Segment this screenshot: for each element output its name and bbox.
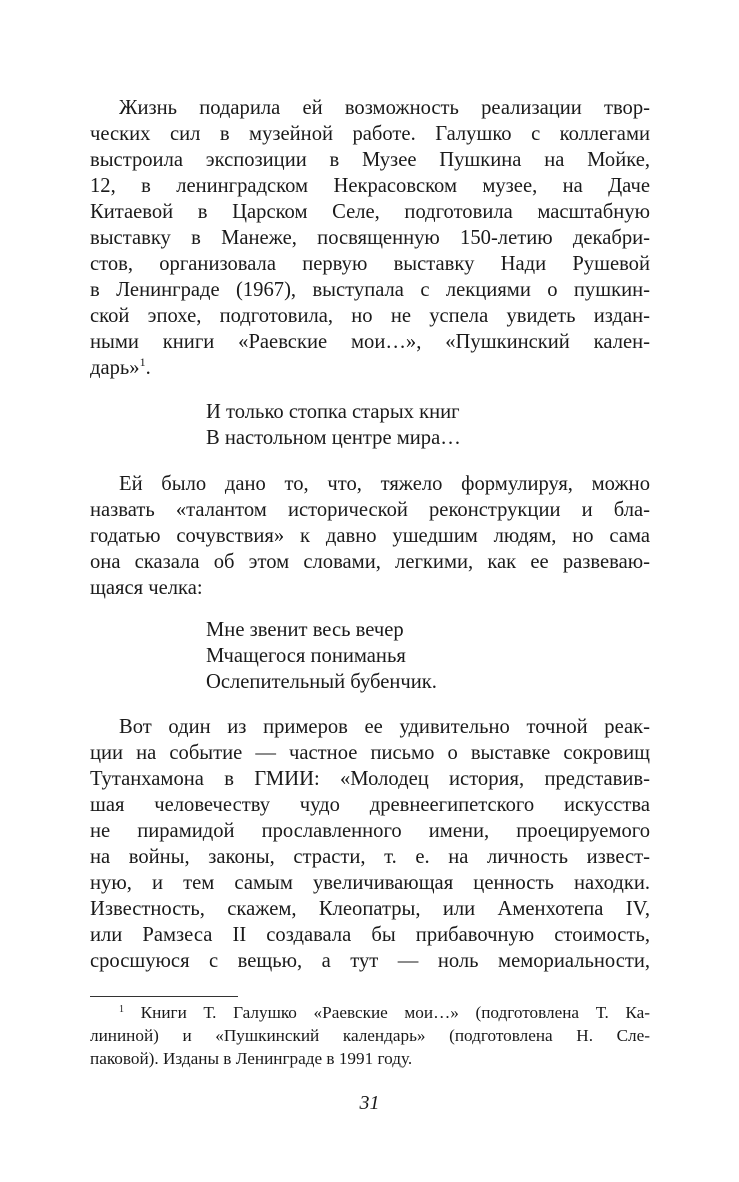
- text-line: Жизнь подарила ей возможность реализации твор-: [119, 97, 650, 119]
- text-line: на войны, законы, страсти, т. е. на личность извест-: [90, 846, 650, 868]
- footnote-line: паковой). Изданы в Ленинграде в 1991 году.: [90, 1049, 413, 1068]
- text-line: назвать «талантом исторической реконструкции и бла-: [90, 499, 650, 521]
- text-line: ции на событие — частное письмо о выставке сокровищ: [90, 742, 650, 764]
- paragraph-1: [90, 95, 650, 381]
- text-line: ную, и тем самым увеличивающая ценность находки.: [90, 872, 650, 894]
- text-line: не пирамидой прославленного имени, проецируемого: [90, 820, 650, 842]
- paragraph-3: [90, 714, 650, 974]
- verse-line: Ослепительный бубенчик.: [206, 671, 437, 693]
- footnote-line: [90, 1001, 650, 1024]
- paragraph-2: [90, 471, 650, 601]
- page-number: 31: [359, 1092, 380, 1114]
- text-line: она сказала об этом словами, легкими, как ее развеваю-: [90, 551, 650, 573]
- text-line: 12, в ленинградском Некрасовском музее, на Даче: [90, 175, 650, 197]
- text-line: или Рамзеса II создавала бы прибавочную стоимость,: [90, 924, 650, 946]
- text-line-last: [90, 355, 650, 381]
- verse-line: И только стопка старых книг: [206, 401, 460, 423]
- text-line: выстроила экспозиции в Музее Пушкина на Мойке,: [90, 149, 650, 171]
- footnote: [90, 1001, 650, 1070]
- text-line: Известность, скажем, Клеопатры, или Аменхотепа IV,: [90, 898, 650, 920]
- text-line: шая человечеству чудо древнеегипетского искусства: [90, 794, 650, 816]
- footnote-marker: 1: [119, 1004, 124, 1015]
- text-line: выставку в Манеже, посвященную 150-летию декабри-: [90, 227, 650, 249]
- text-line: Ей было дано то, что, тяжело формулируя, можно: [119, 473, 650, 495]
- text-line: в Ленинграде (1967), выступала с лекциями о пушкин-: [90, 279, 650, 301]
- footnote-divider: [90, 996, 238, 997]
- verse-quote-1: [206, 399, 461, 451]
- text-line: ческих сил в музейной работе. Галушко с коллегами: [90, 123, 650, 145]
- text-line: Вот один из примеров ее удивительно точной реак-: [119, 716, 650, 738]
- text-line: Тутанхамона в ГМИИ: «Молодец история, представив-: [90, 768, 650, 790]
- footnote-line: лининой) и «Пушкинский календарь» (подготовлена Н. Сле-: [90, 1026, 650, 1045]
- verse-line: В настольном центре мира…: [206, 427, 461, 449]
- text-fragment: .: [145, 357, 151, 379]
- text-line: годатью сочувствия» к давно ушедшим людям, но сама: [90, 525, 650, 547]
- text-line: Китаевой в Царском Селе, подготовила масштабную: [90, 201, 650, 223]
- verse-line: Мне звенит весь вечер: [206, 619, 404, 641]
- text-line: стов, организовала первую выставку Нади Рушевой: [90, 253, 650, 275]
- text-line: сросшуюся с вещью, а тут — ноль мемориальности,: [90, 950, 650, 972]
- text-line: ными книги «Раевские мои…», «Пушкинский кален-: [90, 331, 650, 353]
- verse-quote-2: [206, 617, 437, 695]
- footnote-text: Книги Т. Галушко «Раевские мои…» (подготовлена Т. Ка-: [140, 1003, 651, 1022]
- text-line-last: щаяся челка:: [90, 577, 203, 599]
- text-line: ской эпохе, подготовила, но не успела увидеть издан-: [90, 305, 650, 327]
- footnote-reference[interactable]: 1: [139, 355, 146, 369]
- text-fragment: дарь»: [90, 357, 140, 379]
- verse-line: Мчащегося пониманья: [206, 645, 406, 667]
